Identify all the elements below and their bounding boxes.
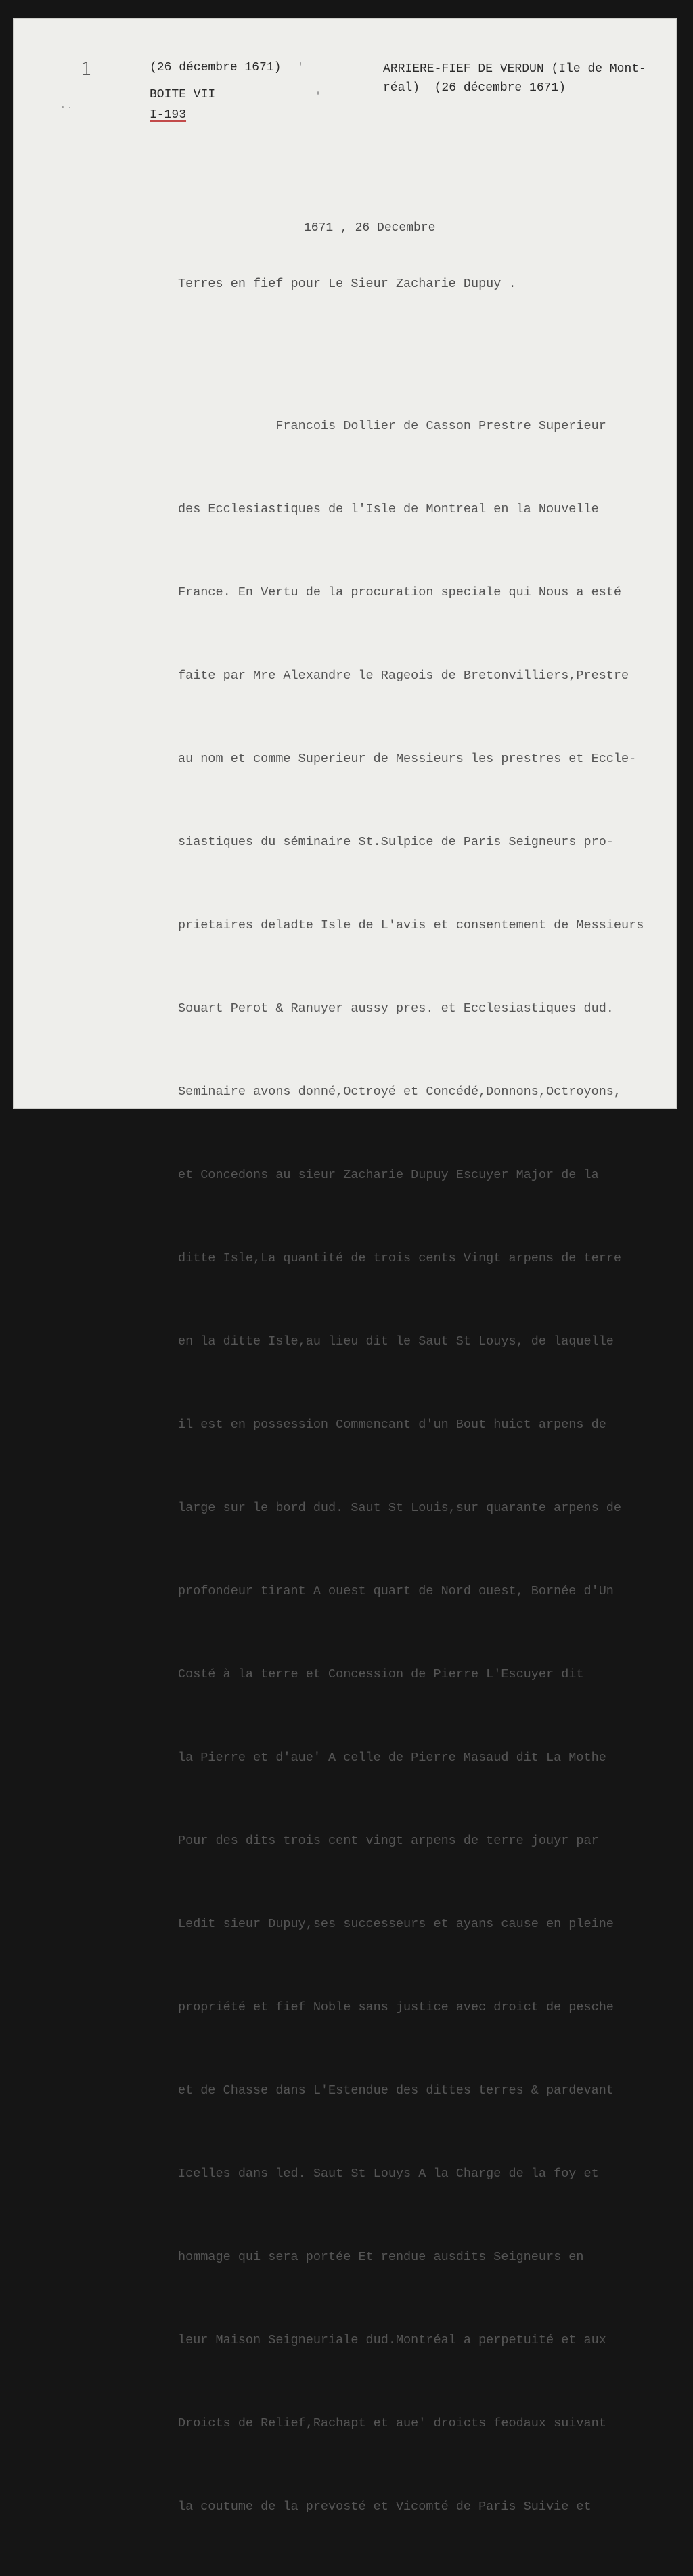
document-subject: Terres en fief pour Le Sieur Zacharie Dupuy . <box>178 277 516 291</box>
body-line: et de Chasse dans L'Estendue des dittes terres & pardevant <box>178 2083 614 2098</box>
body-line: hommage qui sera portée Et rendue ausdits Seigneurs en <box>178 2250 584 2264</box>
body-line: large sur le bord dud. Saut St Louis,sur quarante arpens de <box>178 1501 622 1515</box>
body-line: Ledit sieur Dupuy,ses successeurs et ayans cause en pleine <box>178 1917 614 1931</box>
body-line: propriété et fief Noble sans justice avec droict de pesche <box>178 2000 614 2014</box>
paper-speck <box>317 91 319 95</box>
body-line: Seminaire avons donné,Octroyé et Concédé,Donnons,Octroyons, <box>178 1085 622 1099</box>
body-line: des Ecclesiastiques de l'Isle de Montreal en la Nouvelle <box>178 502 599 516</box>
body-line: la Pierre et d'aue' A celle de Pierre Masaud dit La Mothe <box>178 1750 606 1765</box>
body-line: ditte Isle,La quantité de trois cents Vingt arpens de terre <box>178 1251 622 1265</box>
body-line: Icelles dans led. Saut St Louys A la Charge de la foy et <box>178 2167 599 2181</box>
fief-title-line-2: réal) (26 décembre 1671) <box>383 81 566 95</box>
body-line: leur Maison Seigneuriale dud.Montréal a perpetuité et aux <box>178 2333 606 2347</box>
body-line: et Concedons au sieur Zacharie Dupuy Escuyer Major de la <box>178 1168 599 1182</box>
document-body <box>178 357 644 2576</box>
box-label: BOITE VII <box>150 88 216 101</box>
body-line: au nom et comme Superieur de Messieurs les prestres et Eccle- <box>178 752 637 766</box>
body-line: Francois Dollier de Casson Prestre Superieur <box>178 419 606 433</box>
header-date: (26 décembre 1671) <box>150 61 282 74</box>
body-line: en la ditte Isle,au lieu dit le Saut St Louys, de laquelle <box>178 1334 614 1349</box>
reference-number: I-193 <box>150 108 187 122</box>
fief-title-line-1: ARRIERE-FIEF DE VERDUN (Ile de Mont- <box>383 62 646 76</box>
document-page <box>13 18 677 2514</box>
page-number: 1 <box>81 59 93 80</box>
body-line: Pour des dits trois cent vingt arpens de terre jouyr par <box>178 1834 599 1848</box>
body-line: France. En Vertu de la procuration speciale qui Nous a esté <box>178 585 622 600</box>
body-line: Costé à la terre et Concession de Pierre L'Escuyer dit <box>178 1667 584 1681</box>
body-line: Souart Perot & Ranuyer aussy pres. et Ecclesiastiques dud. <box>178 1001 614 1016</box>
body-line: la coutume de la prevosté et Vicomté de Paris Suivie et <box>178 2500 591 2514</box>
body-line: faite par Mre Alexandre le Rageois de Bretonvilliers,Prestre <box>178 669 629 683</box>
paper-speck <box>62 106 64 108</box>
body-line: siastiques du séminaire St.Sulpice de Paris Seigneurs pro- <box>178 835 614 849</box>
body-line: profondeur tirant A ouest quart de Nord ouest, Bornée d'Un <box>178 1584 614 1598</box>
paper-speck <box>300 62 301 66</box>
body-line: prietaires deladte Isle de L'avis et consentement de Messieurs <box>178 918 644 932</box>
body-line: Droicts de Relief,Rachapt et aue' droicts feodaux suivant <box>178 2416 606 2431</box>
document-date-heading: 1671 , 26 Decembre <box>304 221 436 235</box>
paper-speck <box>69 107 70 108</box>
body-line: il est en possession Commencant d'un Bout huict arpens de <box>178 1418 606 1432</box>
